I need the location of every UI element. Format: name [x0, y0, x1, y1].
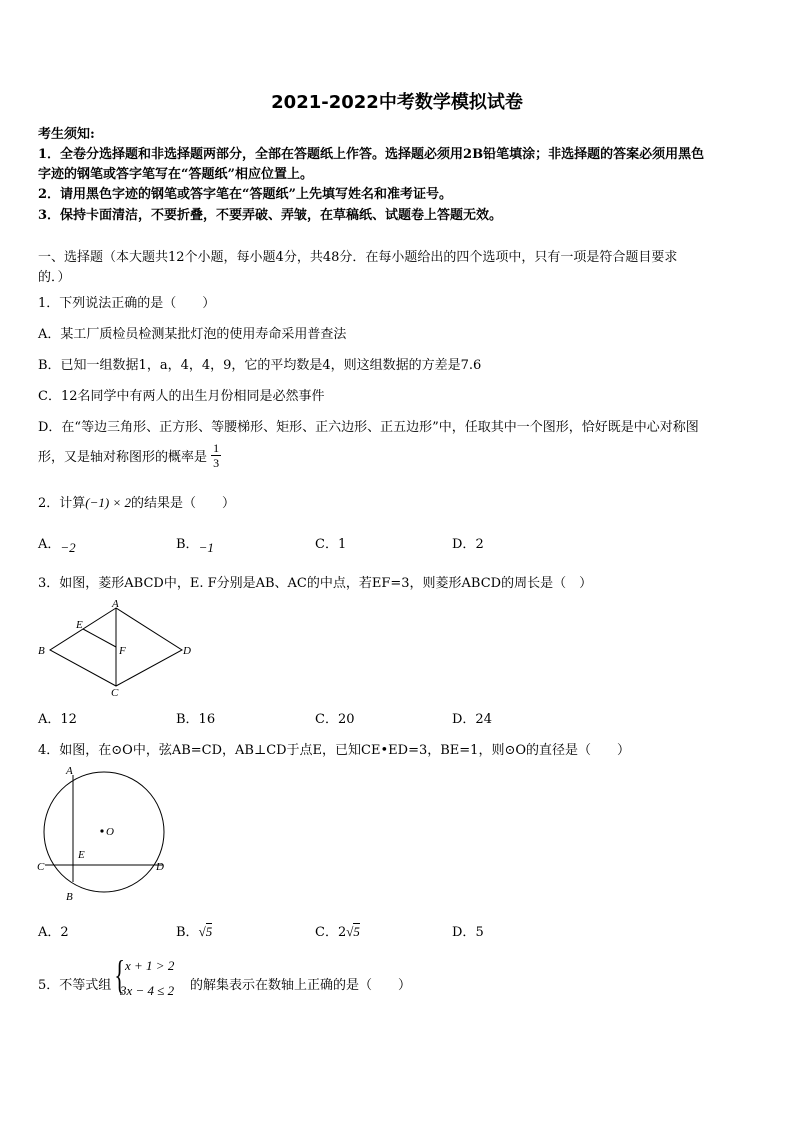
- q3-option-b: B．16: [176, 712, 216, 727]
- q4-option-c: [315, 921, 360, 940]
- q2-option-b: [176, 533, 214, 555]
- q5-suffix: 的解集表示在数轴上正确的是（ ）: [190, 978, 412, 993]
- q1-stem: 1．下列说法正确的是（ ）: [38, 296, 216, 311]
- q3-option-a: A．12: [38, 712, 77, 727]
- option-value: −1: [198, 540, 214, 555]
- circle-o: [44, 772, 164, 892]
- section-heading-cont: 的．）: [38, 270, 71, 285]
- notice-item: 字迹的钢笔或答字笔写在“答题纸”相应位置上。: [38, 167, 313, 182]
- point-label-b: B: [38, 645, 45, 657]
- q4-option-a: [38, 921, 69, 940]
- fraction-numerator: 1: [213, 441, 220, 455]
- option-value: 2: [475, 537, 484, 552]
- radicand: 5: [205, 924, 213, 939]
- notice-item: 1．全卷分选择题和非选择题两部分，全部在答题纸上作答。选择题必须用2B铅笔填涂；非选择题的答案必须用黑色: [38, 147, 705, 162]
- notice-item: 3．保持卡面清洁，不要折叠，不要弄破、弄皱，在草稿纸、试题卷上答题无效。: [38, 208, 503, 223]
- option-value: −2: [60, 540, 76, 555]
- brace-symbol: {: [114, 952, 125, 997]
- q1-option-b: B．已知一组数据1，a，4，4，9，它的平均数是4，则这组数据的方差是7.6: [38, 358, 482, 373]
- q2-expression: (−1) × 2: [85, 495, 131, 510]
- sqrt-sign: √: [198, 924, 206, 939]
- option-label: C．: [315, 537, 338, 552]
- point-label-o: O: [106, 826, 114, 838]
- q3-option-d: D．24: [452, 712, 492, 727]
- point-label-a: A: [66, 765, 73, 777]
- notice-item: 2．请用黑色字迹的钢笔或答字笔在“答题纸”上先填写姓名和准考证号。: [38, 187, 453, 202]
- q4-stem: 4．如图，在⊙O中，弦AB=CD，AB⊥CD于点E，已知CE•ED=3，BE=1，则⊙O的直径是（ ）: [38, 743, 630, 758]
- q4-option-b: [176, 921, 212, 940]
- option-value: 5: [475, 925, 484, 940]
- option-label: A．: [38, 925, 61, 940]
- q1-option-c: C．12名同学中有两人的出生月份相同是必然事件: [38, 389, 325, 404]
- circle-figure: [34, 762, 174, 904]
- q1-option-a: A．某工厂质检员检测某批灯泡的使用寿命采用普查法: [38, 327, 347, 342]
- q5-inequality-2: 3x − 4 ≤ 2: [120, 983, 175, 998]
- q5-prefix: 5．不等式组: [38, 978, 112, 993]
- point-label-a: A: [112, 598, 119, 610]
- q2-suffix: 的结果是（ ）: [130, 496, 235, 511]
- q4-option-d: [452, 921, 484, 940]
- q2-option-a: [38, 533, 76, 555]
- q5-inequality-1: x + 1 > 2: [125, 958, 175, 973]
- option-value: 2: [60, 925, 69, 940]
- page-title: 2021-2022中考数学模拟试卷: [271, 92, 523, 113]
- segment-ef: [83, 629, 116, 647]
- q1-option-d: D．在“等边三角形、正方形、等腰梯形、矩形、正六边形、正五边形”中，任取其中一个图形，恰好既是中心对称图: [38, 420, 699, 435]
- q1-fraction: [211, 441, 221, 470]
- point-label-c: C: [111, 687, 119, 698]
- section-heading: 一、选择题（本大题共12个小题，每小题4分，共48分．在每小题给出的四个选项中，只有一项是符合题目要求: [38, 250, 678, 265]
- q2-stem: [38, 492, 235, 511]
- q1-option-d-text: 形，又是轴对称图形的概率是: [38, 450, 208, 465]
- point-label-d: D: [156, 861, 164, 873]
- option-label: B．: [176, 925, 199, 940]
- point-label-b: B: [66, 891, 73, 903]
- sqrt-sign: √: [346, 924, 354, 939]
- point-label-c: C: [37, 861, 45, 873]
- notice-heading: 考生须知:: [38, 127, 95, 142]
- point-label-e: E: [78, 849, 85, 861]
- coefficient: 2: [337, 925, 347, 940]
- option-label: C．: [315, 925, 338, 940]
- q2-option-d: [452, 533, 484, 552]
- option-label: D．: [452, 537, 476, 552]
- center-point: [100, 829, 103, 832]
- q2-prefix: 2．计算: [38, 496, 86, 511]
- fraction-denominator: 3: [213, 456, 220, 470]
- q2-option-c: [315, 533, 346, 552]
- option-label: B．: [176, 537, 199, 552]
- option-label: A．: [38, 537, 61, 552]
- point-label-d: D: [183, 645, 191, 657]
- option-label: D．: [452, 925, 476, 940]
- option-value: 1: [337, 537, 347, 552]
- q3-option-c: C．20: [315, 712, 355, 727]
- q1-option-d-cont: [38, 441, 221, 470]
- point-label-f: F: [119, 645, 126, 657]
- rhombus-figure: [34, 598, 204, 698]
- point-label-e: E: [76, 619, 83, 631]
- q3-stem: 3．如图，菱形ABCD中，E. F分别是AB、AC的中点，若EF=3，则菱形ABCD的周长是（ ）: [38, 576, 593, 591]
- radicand: 5: [353, 924, 360, 939]
